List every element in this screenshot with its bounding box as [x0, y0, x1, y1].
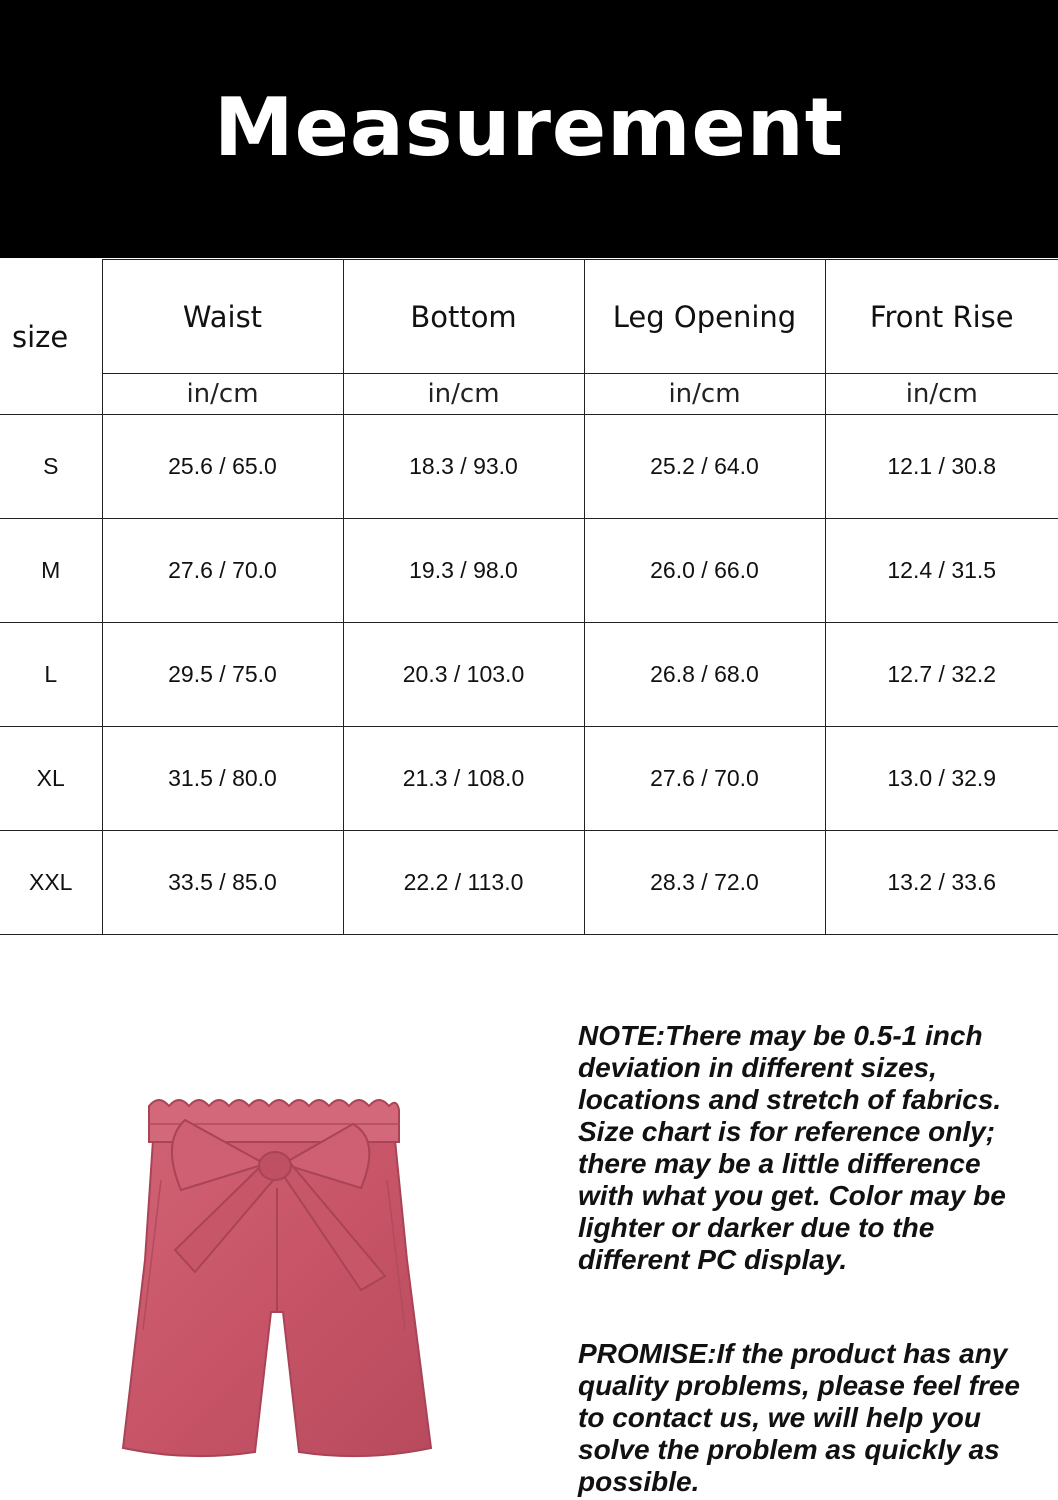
table-row: [0, 519, 1058, 623]
front-rise-cell: 12.1 / 30.8: [825, 415, 1058, 519]
front-rise-cell: 12.7 / 32.2: [825, 623, 1058, 727]
header-banner: [0, 0, 1058, 258]
size-column-header: size: [0, 260, 102, 415]
size-cell: XL: [0, 727, 102, 831]
leg-opening-cell: 28.3 / 72.0: [584, 831, 825, 935]
unit-label: in/cm: [584, 374, 825, 415]
unit-label: in/cm: [825, 374, 1058, 415]
bottom-cell: 20.3 / 103.0: [343, 623, 584, 727]
waist-cell: 29.5 / 75.0: [102, 623, 343, 727]
unit-label: in/cm: [343, 374, 584, 415]
table-row: [0, 727, 1058, 831]
table-header-row: [0, 260, 1058, 374]
table-row: [0, 415, 1058, 519]
promise-text: PROMISE:If the product has any quality problems, please feel free to contact us, we will help you solve the problem as quickly as possible.: [578, 1338, 1020, 1497]
notes-section: [578, 1020, 1038, 1498]
table-row: [0, 831, 1058, 935]
page-title: Measurement: [214, 80, 844, 174]
waist-cell: 33.5 / 85.0: [102, 831, 343, 935]
waist-cell: 27.6 / 70.0: [102, 519, 343, 623]
size-cell: XXL: [0, 831, 102, 935]
leg-opening-cell: 27.6 / 70.0: [584, 727, 825, 831]
waist-cell: 31.5 / 80.0: [102, 727, 343, 831]
product-image-shorts: [115, 1080, 435, 1470]
size-cell: M: [0, 519, 102, 623]
column-header-bottom: Bottom: [343, 260, 584, 374]
column-header-front-rise: Front Rise: [825, 260, 1058, 374]
leg-opening-cell: 26.0 / 66.0: [584, 519, 825, 623]
table-row: [0, 623, 1058, 727]
leg-opening-cell: 26.8 / 68.0: [584, 623, 825, 727]
size-chart-table: [0, 259, 1058, 935]
unit-label: in/cm: [102, 374, 343, 415]
column-header-leg-opening: Leg Opening: [584, 260, 825, 374]
front-rise-cell: 13.2 / 33.6: [825, 831, 1058, 935]
column-header-waist: Waist: [102, 260, 343, 374]
table-unit-row: [0, 374, 1058, 415]
waist-cell: 25.6 / 65.0: [102, 415, 343, 519]
note-text: NOTE:There may be 0.5-1 inch deviation in different sizes, locations and stretch of fabrics. Size chart is for reference only; there may be a little difference with what you get. Color may be lighter or darker due to the different PC display.: [578, 1020, 1006, 1275]
bottom-cell: 19.3 / 98.0: [343, 519, 584, 623]
bottom-cell: 21.3 / 108.0: [343, 727, 584, 831]
size-cell: S: [0, 415, 102, 519]
front-rise-cell: 12.4 / 31.5: [825, 519, 1058, 623]
size-cell: L: [0, 623, 102, 727]
leg-opening-cell: 25.2 / 64.0: [584, 415, 825, 519]
bottom-cell: 18.3 / 93.0: [343, 415, 584, 519]
bottom-cell: 22.2 / 113.0: [343, 831, 584, 935]
front-rise-cell: 13.0 / 32.9: [825, 727, 1058, 831]
